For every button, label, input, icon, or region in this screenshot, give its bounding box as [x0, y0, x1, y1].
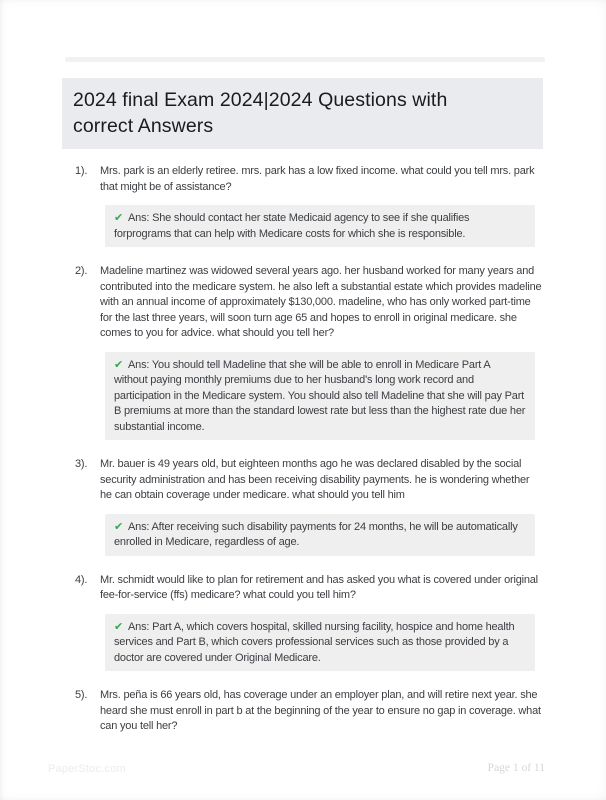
question-body: [100, 264, 543, 440]
question-body: [100, 457, 543, 556]
page-number: Page 1 of 11: [487, 762, 545, 774]
question-body: [100, 688, 543, 735]
question-item: [62, 457, 543, 556]
question-item: [62, 264, 543, 440]
question-number: 3).: [75, 458, 88, 470]
question-body: [100, 573, 543, 672]
question-body: [100, 164, 543, 247]
question-number: 1).: [75, 165, 88, 177]
questions-list: [62, 164, 543, 735]
title-block: [62, 78, 543, 149]
watermark: PaperStoc.com: [48, 763, 126, 775]
answer-text: Ans: You should tell Madeline that she will be able to enroll in Medicare Part A without paying monthly premiums due to her husband's long work record and participation in the Medicare system. You should also tell Madeline that she will pay Part B premiums at more than the standard lowest rate but less than the highest rate due her substantial income.: [114, 358, 526, 433]
question-item: [62, 164, 543, 247]
answer-text: Ans: She should contact her state Medicaid agency to see if she qualifies forprograms that can help with Medicare costs for which she is responsible.: [114, 212, 470, 240]
answer-box: [105, 205, 535, 247]
check-icon: ✔: [114, 519, 124, 533]
answer-box: [105, 614, 535, 672]
question-text: Mr. schmidt would like to plan for retirement and has asked you what is covered under original fee-for-service (ffs) medicare? what could you tell him?: [100, 573, 538, 601]
check-icon: ✔: [114, 619, 124, 633]
check-icon: ✔: [114, 357, 124, 371]
question-text: Mrs. peña is 66 years old, has coverage under an employer plan, and will retire next year. she heard she must enroll in part b at the beginning of the year to ensure no gap in coverage. what can you tell her?: [100, 689, 541, 732]
question-item: [62, 573, 543, 672]
check-icon: ✔: [114, 211, 124, 224]
question-number: 2).: [75, 265, 88, 277]
answer-box: [105, 352, 535, 441]
question-number: 4).: [75, 573, 88, 586]
question-text: Mrs. park is an elderly retiree. mrs. park has a low fixed income. what could you tell mrs. park that might be of assistance?: [100, 165, 535, 193]
top-divider: [65, 57, 545, 62]
answer-text: Ans: After receiving such disability payments for 24 months, he will be automatically enrolled in Medicare, regardless of age.: [114, 520, 518, 548]
answer-box: [105, 514, 535, 556]
question-text: Madeline martinez was widowed several years ago. her husband worked for many years and contributed into the medicare system. he also left a substantial estate which provides madeline with an annual income of approximately $130,000. madeline, who has only worked part-time for the last three years, will soon turn age 65 and hopes to enroll in original medicare. she comes to you for advice. what should you tell her?: [100, 265, 542, 339]
question-item: [62, 688, 543, 735]
answer-text: Ans: Part A, which covers hospital, skilled nursing facility, hospice and home health services and Part B, which covers professional services such as those provided by a doctor are covered under Original Medicare.: [114, 620, 515, 664]
question-number: 5).: [75, 689, 88, 701]
page-title: 2024 final Exam 2024|2024 Questions with correct Answers: [73, 89, 448, 137]
question-text: Mr. bauer is 49 years old, but eighteen months ago he was declared disabled by the social security administration and has been receiving disability payments. he is wondering whether he can obtain coverage under medicare. what should you tell him: [100, 458, 530, 501]
